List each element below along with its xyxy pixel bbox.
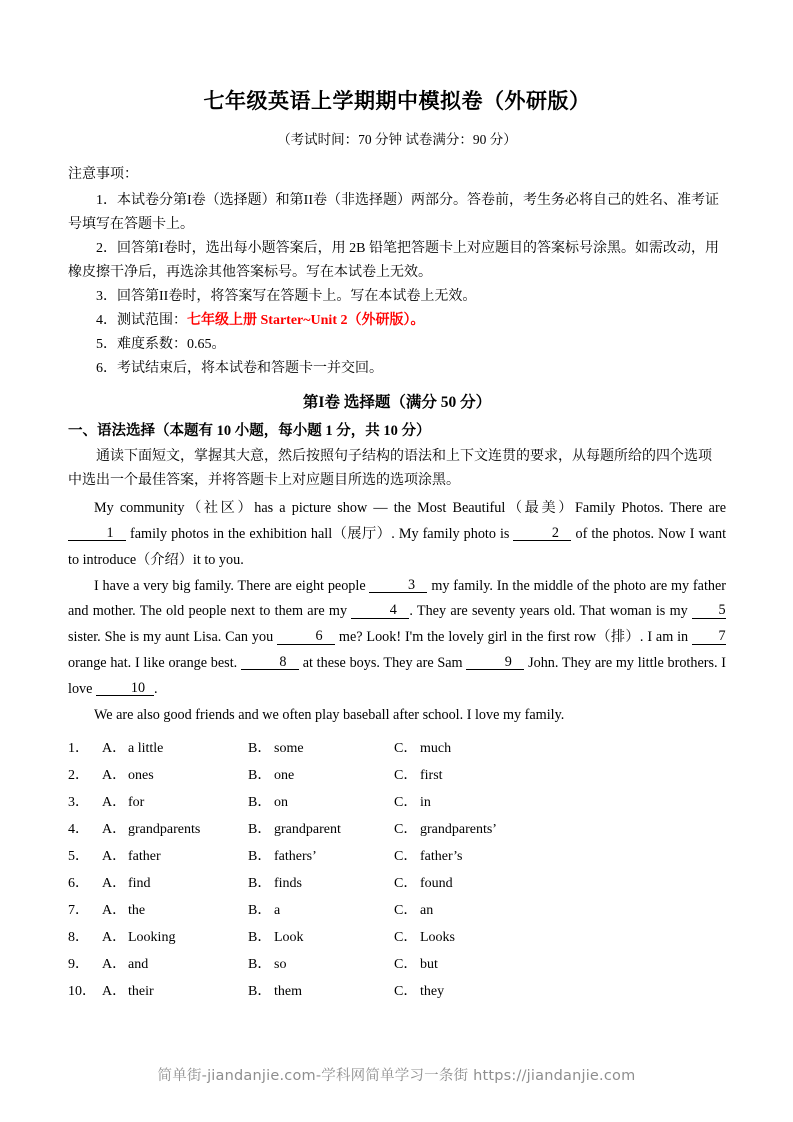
option-a-letter: A． bbox=[102, 795, 127, 811]
passage-p1-seg3: of the photos. Now I want to introduce（介绍）it to you. bbox=[68, 525, 727, 568]
option-c-letter: C． bbox=[394, 849, 418, 865]
option-a-letter: A． bbox=[102, 822, 127, 838]
passage-blank-2: 2 bbox=[513, 526, 571, 541]
option-c[interactable] bbox=[394, 904, 540, 918]
option-c-text: found bbox=[420, 876, 453, 892]
question-row-7 bbox=[68, 898, 726, 925]
option-c[interactable] bbox=[394, 877, 540, 891]
option-b[interactable] bbox=[248, 904, 394, 918]
part-one-heading: 第I卷 选择题（满分 50 分） bbox=[302, 393, 492, 411]
option-b-letter: B． bbox=[248, 741, 272, 757]
passage-p2-seg1: I have a very big family. There are eight people bbox=[94, 577, 366, 594]
option-b-letter: B． bbox=[248, 984, 272, 1000]
option-b-text: so bbox=[274, 957, 287, 973]
option-c-text: father’s bbox=[420, 849, 463, 865]
page-title: 七年级英语上学期期中模拟卷（外研版） bbox=[203, 89, 591, 113]
passage-p2-seg9: . bbox=[153, 681, 158, 697]
option-b[interactable] bbox=[248, 877, 394, 891]
question-row-9 bbox=[68, 952, 726, 979]
question-row-1 bbox=[68, 736, 726, 763]
option-b[interactable] bbox=[248, 823, 394, 837]
option-c-text: grandparents’ bbox=[420, 822, 497, 838]
question-number: 4． bbox=[68, 822, 89, 838]
passage-paragraph-3: We are also good friends and we often play baseball after school. I love my family. bbox=[94, 706, 565, 723]
option-c[interactable] bbox=[394, 796, 540, 810]
option-b-text: some bbox=[274, 741, 304, 757]
option-a[interactable] bbox=[102, 769, 248, 783]
note-item-4-label: 4．测试范围： bbox=[96, 313, 187, 329]
option-c-letter: C． bbox=[394, 795, 418, 811]
question-row-2 bbox=[68, 763, 726, 790]
option-a-letter: A． bbox=[102, 849, 127, 865]
option-b-letter: B． bbox=[248, 849, 272, 865]
passage-p2-seg5: me? Look! I'm the lovely girl in the first row（排）. I am in bbox=[338, 629, 689, 646]
option-c[interactable] bbox=[394, 958, 540, 972]
option-b[interactable] bbox=[248, 850, 394, 864]
option-b-letter: B． bbox=[248, 876, 272, 892]
option-b-letter: B． bbox=[248, 822, 272, 838]
passage-p1-seg2: family photos in the exhibition hall（展厅）. My family photo is bbox=[130, 525, 510, 542]
option-c-text: they bbox=[420, 984, 445, 1000]
question-options-list bbox=[68, 736, 726, 1006]
passage-p1-seg1: My community（社区）has a picture show — the Most Beautiful（最美）Family Photos. There are bbox=[94, 500, 726, 517]
option-a-text: Looking bbox=[128, 930, 176, 946]
question-row-6 bbox=[68, 871, 726, 898]
option-a[interactable] bbox=[102, 850, 248, 864]
option-b-text: grandparent bbox=[274, 822, 341, 838]
option-a-letter: A． bbox=[102, 930, 127, 946]
question-row-5 bbox=[68, 844, 726, 871]
option-b-letter: B． bbox=[248, 957, 272, 973]
section-one-intro-line-2: 中选出一个最佳答案，并将答题卡上对应题目所选的选项涂黑。 bbox=[68, 473, 460, 489]
option-a-text: grandparents bbox=[128, 822, 201, 838]
option-a[interactable] bbox=[102, 904, 248, 918]
passage-blank-6: 6 bbox=[277, 629, 335, 644]
passage-blank-7: 7 bbox=[692, 629, 726, 644]
option-c-letter: C． bbox=[394, 957, 418, 973]
notes-label: 注意事项： bbox=[68, 167, 138, 183]
option-b-text: on bbox=[274, 795, 288, 811]
passage-blank-3: 3 bbox=[369, 578, 427, 593]
passage-blank-4: 4 bbox=[351, 603, 409, 618]
option-b-text: one bbox=[274, 768, 295, 784]
option-c-text: much bbox=[420, 741, 452, 757]
option-c-text: an bbox=[420, 903, 434, 919]
option-a[interactable] bbox=[102, 985, 248, 999]
section-one-heading: 一、语法选择（本题有 10 小题，每小题 1 分，共 10 分） bbox=[68, 422, 431, 439]
option-c-text: but bbox=[420, 957, 438, 973]
passage-paragraph-1 bbox=[68, 496, 726, 574]
option-a-letter: A． bbox=[102, 957, 127, 973]
question-number: 7． bbox=[68, 903, 89, 919]
option-a[interactable] bbox=[102, 742, 248, 756]
question-number: 3． bbox=[68, 795, 89, 811]
passage-blank-9: 9 bbox=[466, 655, 524, 670]
option-c-letter: C． bbox=[394, 822, 418, 838]
note-item-1-line-1: 1．本试卷分第I卷（选择题）和第II卷（非选择题）两部分。答卷前，考生务必将自己的姓名、准考证 bbox=[96, 192, 719, 208]
option-a[interactable] bbox=[102, 958, 248, 972]
option-c-letter: C． bbox=[394, 930, 418, 946]
option-a[interactable] bbox=[102, 877, 248, 891]
option-c-letter: C． bbox=[394, 903, 418, 919]
footer-watermark: 简单街-jiandanjie.com-学科网简单学习一条街 https://jiandanjie.com bbox=[157, 1068, 636, 1084]
question-number: 8． bbox=[68, 930, 89, 946]
question-row-4 bbox=[68, 817, 726, 844]
passage-p2-seg6: orange hat. I like orange best. bbox=[68, 655, 238, 672]
option-c[interactable] bbox=[394, 850, 540, 864]
option-b-letter: B． bbox=[248, 930, 272, 946]
option-a[interactable] bbox=[102, 823, 248, 837]
option-b[interactable] bbox=[248, 769, 394, 783]
passage-blank-1: 1 bbox=[68, 526, 126, 541]
option-a-text: for bbox=[128, 795, 145, 811]
option-a-text: father bbox=[128, 849, 161, 865]
option-c-text: first bbox=[420, 768, 443, 784]
question-row-10 bbox=[68, 979, 726, 1006]
question-number: 10． bbox=[68, 984, 96, 1000]
option-c-letter: C． bbox=[394, 876, 418, 892]
option-a-letter: A． bbox=[102, 741, 127, 757]
passage-blank-5: 5 bbox=[692, 603, 726, 618]
note-item-1-line-2: 号填写在答题卡上。 bbox=[68, 216, 194, 232]
option-b[interactable] bbox=[248, 796, 394, 810]
test-scope-red-text: 七年级上册 Starter~Unit 2（外研版）。 bbox=[187, 313, 425, 329]
note-item-2-line-2: 橡皮擦干净后，再选涂其他答案标号。写在本试卷上无效。 bbox=[68, 265, 432, 281]
note-item-5: 5．难度系数：0.65。 bbox=[96, 337, 226, 353]
question-number: 1． bbox=[68, 741, 89, 757]
option-a-text: find bbox=[128, 876, 151, 892]
option-a-text: their bbox=[128, 984, 154, 1000]
note-item-4 bbox=[68, 309, 726, 333]
question-number: 5． bbox=[68, 849, 89, 865]
option-b-letter: B． bbox=[248, 768, 272, 784]
option-a-letter: A． bbox=[102, 984, 127, 1000]
option-c-letter: C． bbox=[394, 768, 418, 784]
option-b-text: Look bbox=[274, 930, 304, 946]
option-b-text: finds bbox=[274, 876, 302, 892]
option-a-text: the bbox=[128, 903, 146, 919]
option-c-text: Looks bbox=[420, 930, 455, 946]
option-a-letter: A． bbox=[102, 903, 127, 919]
note-item-6: 6．考试结束后，将本试卷和答题卡一并交回。 bbox=[96, 361, 383, 377]
question-row-3 bbox=[68, 790, 726, 817]
option-a-text: and bbox=[128, 957, 149, 973]
option-c[interactable] bbox=[394, 769, 540, 783]
passage-p2-seg7: at these boys. They are Sam bbox=[302, 655, 463, 672]
option-c-letter: C． bbox=[394, 984, 418, 1000]
question-number: 6． bbox=[68, 876, 89, 892]
option-c[interactable] bbox=[394, 931, 540, 945]
option-a-text: ones bbox=[128, 768, 154, 784]
option-a-letter: A． bbox=[102, 768, 127, 784]
passage-p2-seg3: . They are seventy years old. That woman is my bbox=[409, 603, 688, 620]
note-item-3: 3．回答第II卷时，将答案写在答题卡上。写在本试卷上无效。 bbox=[96, 289, 477, 305]
passage-p2-seg2: my family. In the middle of the photo are my father and mother. The old people next to them are my bbox=[68, 577, 727, 620]
option-a-text: a little bbox=[128, 741, 164, 757]
option-c-text: in bbox=[420, 795, 431, 811]
option-b-text: fathers’ bbox=[274, 849, 317, 865]
option-a-letter: A． bbox=[102, 876, 127, 892]
option-c[interactable] bbox=[394, 985, 540, 999]
passage-p2-seg8: John. They are my little brothers. I love bbox=[68, 655, 727, 697]
option-c[interactable] bbox=[394, 742, 540, 756]
question-row-8 bbox=[68, 925, 726, 952]
option-b-text: a bbox=[274, 903, 281, 919]
option-b[interactable] bbox=[248, 958, 394, 972]
passage-p2-seg4: sister. She is my aunt Lisa. Can you bbox=[68, 629, 274, 646]
option-b[interactable] bbox=[248, 931, 394, 945]
option-a[interactable] bbox=[102, 931, 248, 945]
page-content bbox=[68, 88, 726, 1006]
option-a[interactable] bbox=[102, 796, 248, 810]
option-b[interactable] bbox=[248, 742, 394, 756]
question-number: 9． bbox=[68, 957, 89, 973]
option-b-letter: B． bbox=[248, 903, 272, 919]
section-one-intro-line-1: 通读下面短文，掌握其大意，然后按照句子结构的语法和上下文连贯的要求，从每题所给的四个选项 bbox=[96, 448, 712, 464]
exam-meta-subtitle: （考试时间：70 分钟 试卷满分：90 分） bbox=[277, 132, 517, 148]
option-c-letter: C． bbox=[394, 741, 418, 757]
option-c[interactable] bbox=[394, 823, 540, 837]
option-b-letter: B． bbox=[248, 795, 272, 811]
option-b[interactable] bbox=[248, 985, 394, 999]
question-number: 2． bbox=[68, 768, 89, 784]
passage-blank-8: 8 bbox=[241, 655, 299, 670]
option-b-text: them bbox=[274, 984, 302, 1000]
passage-paragraph-2 bbox=[68, 574, 726, 703]
passage-blank-10: 10 bbox=[96, 681, 154, 696]
note-item-2-line-1: 2．回答第I卷时，选出每小题答案后，用 2B 铅笔把答题卡上对应题目的答案标号涂黑。如需改动，用 bbox=[96, 241, 719, 257]
